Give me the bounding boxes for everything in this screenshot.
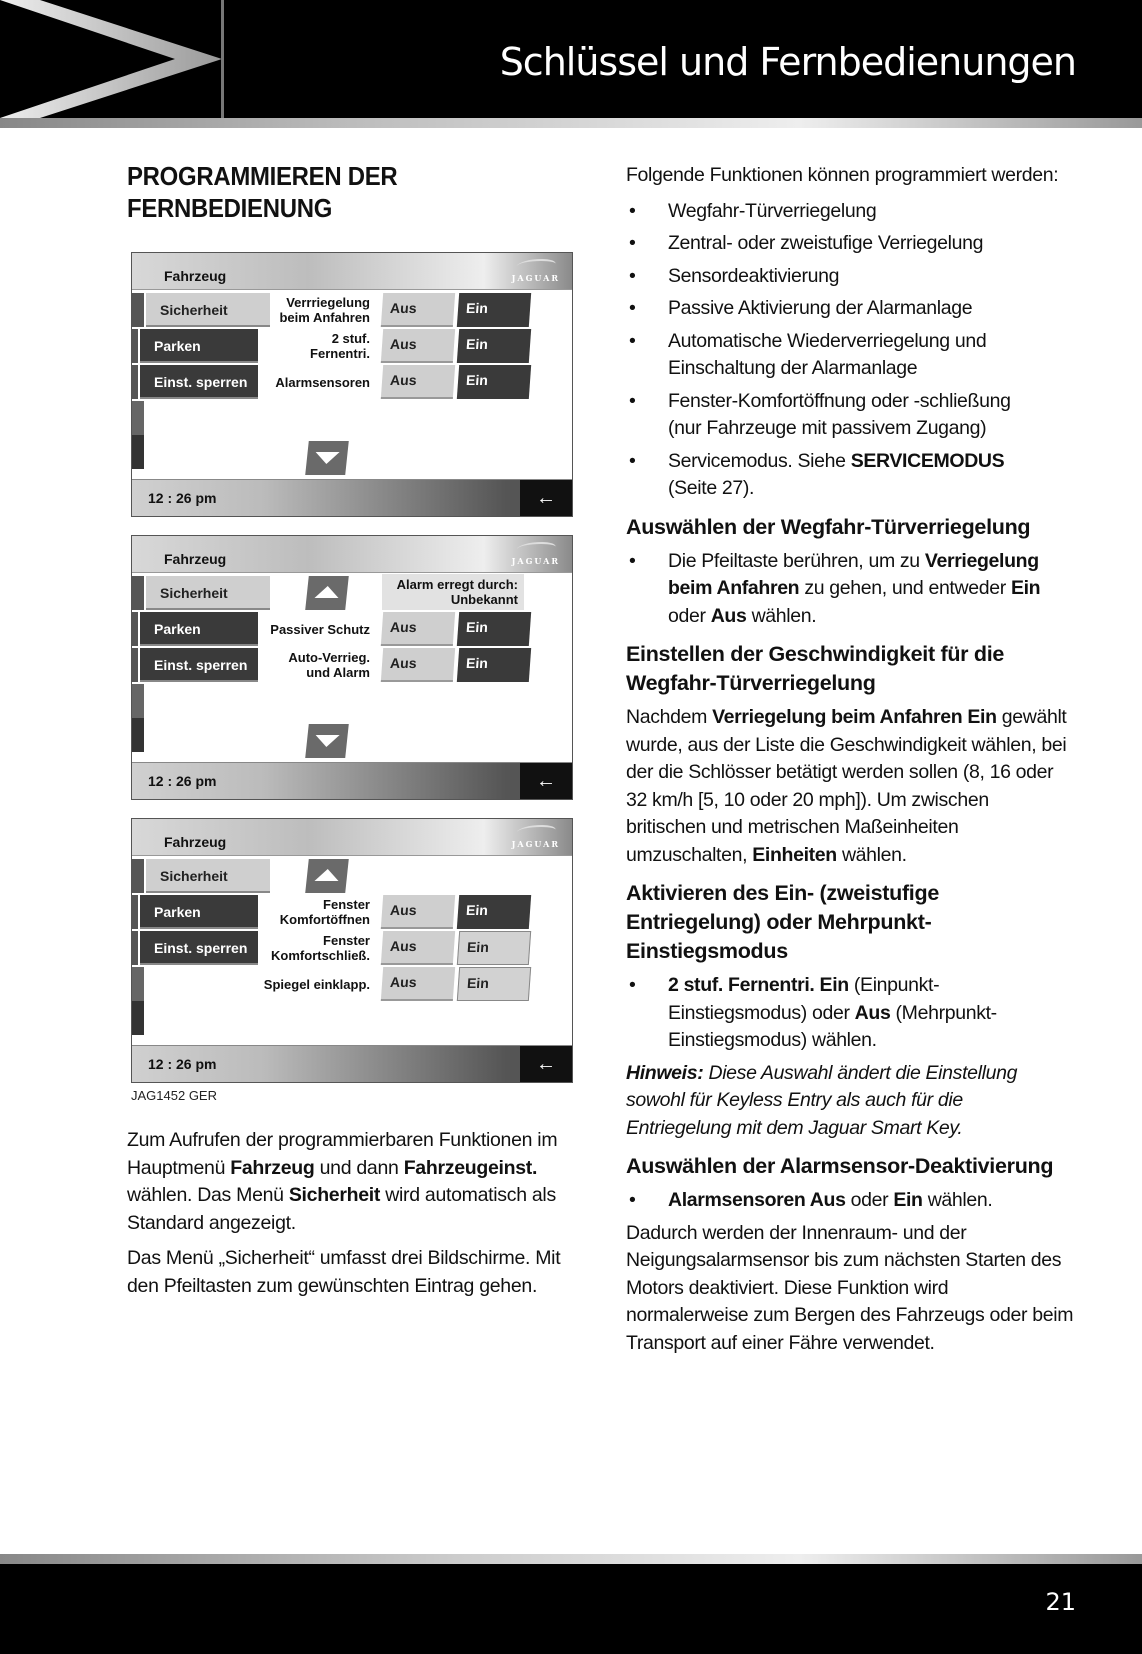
text-segment: Passive Aktivierung der Alarmanlage — [668, 297, 973, 319]
text-segment: wählen. — [836, 843, 907, 866]
bold-text: Ein — [893, 1189, 923, 1211]
bold-text: Verriegelung beim Anfahren — [668, 549, 1039, 599]
scroll-up-button[interactable] — [305, 859, 349, 893]
scroll-up-button[interactable] — [305, 576, 349, 610]
screen-title: Fahrzeug — [164, 268, 227, 284]
header-strip — [0, 118, 1142, 128]
bullet-item — [626, 295, 1086, 323]
bold-text: Sicherheit — [288, 1184, 381, 1206]
setting-label: Spiegel einklapp. — [263, 977, 370, 992]
text-segment: Folgende Funktionen können programmiert werden: — [626, 164, 1059, 186]
bullet-list — [626, 548, 1086, 631]
menu-tab-stub — [132, 684, 144, 718]
aus-button[interactable]: Aus — [381, 895, 455, 929]
setting-label: Auto-Verrieg. und Alarm — [288, 650, 370, 680]
section-heading: PROGRAMMIEREN DER FERNBEDIENUNG — [127, 161, 398, 223]
chevron-decoration-icon — [0, 0, 222, 118]
menu-tab-einst-sperren[interactable]: Einst. sperren — [140, 931, 258, 965]
text-segment: gewählt wurde, aus der Liste die Geschwindigkeit wählen, bei der die Schlösser betätigt werden sollen (8, 16 oder 32 km/h [5, 10 oder 20 mph]). Um zwischen britischen und metrischen Maßeinheiten umzuschalten, — [626, 706, 1067, 866]
footer-strip — [0, 1554, 1142, 1564]
screen-status-bar — [132, 479, 572, 516]
bullet-list — [626, 972, 1086, 1055]
aus-button[interactable]: Aus — [381, 293, 455, 327]
jaguar-logo: JAGUAR — [512, 542, 560, 566]
bullet-list — [626, 198, 1086, 503]
text-segment: Wegfahr-Türverriegelung — [668, 199, 877, 222]
paragraph — [127, 1127, 587, 1237]
text-segment: wählen. Das Menü — [127, 1184, 284, 1206]
scroll-down-button[interactable] — [305, 441, 349, 475]
bold-text: Aus — [710, 604, 747, 627]
menu-tab-edge — [132, 648, 138, 682]
menu-tab-stub — [132, 967, 144, 1001]
screen-status-bar — [132, 1045, 572, 1082]
setting-label: Alarmsensoren — [275, 375, 370, 390]
clock-time: 12 : 26 pm — [148, 1056, 217, 1072]
subheading: Auswählen der Alarmsensor-Deaktivierung — [626, 1154, 1054, 1178]
bold-text: SERVICEMODUS — [850, 449, 1005, 472]
bold-text: Alarmsensoren Aus — [668, 1189, 846, 1211]
screen-title-bar — [132, 253, 572, 290]
clock-time: 12 : 26 pm — [148, 490, 217, 506]
text-segment: Sensordeaktivierung — [668, 264, 840, 287]
bullet-item — [626, 230, 1086, 258]
ein-button[interactable]: Ein — [457, 293, 531, 327]
arrow-down-icon — [314, 452, 339, 464]
menu-tab-edge — [132, 895, 138, 929]
text-segment: Automatische Wiederverriegelung und Einschaltung der Alarmanlage — [668, 329, 987, 379]
text-segment: Servicemodus. Siehe — [668, 449, 851, 472]
screen-title: Fahrzeug — [164, 834, 227, 850]
bullet-list — [626, 1187, 1086, 1215]
paragraph — [626, 704, 1086, 869]
ein-button[interactable]: Ein — [457, 365, 531, 399]
header-divider — [221, 0, 224, 118]
screen-title: Fahrzeug — [164, 551, 227, 567]
bullet-item — [626, 328, 1086, 383]
arrow-down-icon — [314, 735, 339, 747]
menu-tab-sicherheit[interactable]: Sicherheit — [146, 293, 270, 327]
settings-screen — [131, 252, 573, 517]
setting-label: Fenster Komfortöffnen — [279, 897, 370, 927]
scroll-down-button[interactable] — [305, 724, 349, 758]
clock-time: 12 : 26 pm — [148, 773, 217, 789]
text-segment: (Seite 27). — [668, 477, 755, 499]
menu-tab-edge — [132, 859, 144, 893]
right-column — [626, 162, 1086, 1365]
paragraph — [626, 162, 1086, 190]
subheading: Einstellen der Geschwindigkeit für die Wegfahr-Türverriegelung — [626, 642, 1005, 695]
subheading: Aktivieren des Ein- (zweistufige Entriegelung) oder Mehrpunkt- Einstiegsmodus — [626, 881, 939, 963]
jaguar-logo: JAGUAR — [512, 259, 560, 283]
left-column — [127, 160, 577, 224]
bold-text: 2 stuf. Fernentri. Ein — [668, 974, 849, 996]
bold-text: Fahrzeug — [230, 1156, 315, 1179]
menu-tab-sicherheit[interactable]: Sicherheit — [146, 576, 270, 610]
menu-tab-stub — [132, 401, 144, 435]
menu-tab-sicherheit[interactable]: Sicherheit — [146, 859, 270, 893]
menu-tab-parken[interactable]: Parken — [140, 895, 258, 929]
back-button[interactable]: ← — [520, 763, 572, 800]
screen-status-bar — [132, 762, 572, 799]
bold-text: Aus — [854, 1001, 891, 1024]
bullet-item — [626, 972, 1086, 1055]
text-segment: Zum Aufrufen der programmierbaren Funktionen im Hauptmenü — [127, 1129, 558, 1179]
aus-button[interactable]: Aus — [381, 612, 455, 646]
ein-button[interactable]: Ein — [457, 612, 531, 646]
arrow-up-icon — [314, 586, 339, 598]
text-segment: zu gehen, und entweder — [799, 577, 1011, 599]
text-segment: wählen. — [922, 1189, 993, 1211]
jaguar-leaper-icon — [515, 259, 557, 271]
screen-title-bar — [132, 819, 572, 856]
jaguar-logo: JAGUAR — [512, 825, 560, 849]
text-segment: (Mehrpunkt- Einstiegsmodus) wählen. — [668, 1001, 997, 1051]
setting-label: Fenster Komfortschließ. — [271, 933, 370, 963]
bullet-item — [626, 448, 1086, 503]
arrow-up-icon — [314, 869, 339, 881]
ein-button[interactable]: Ein — [457, 329, 531, 363]
subheading: Auswählen der Wegfahr-Türverriegelung — [626, 514, 1031, 539]
setting-label: Passiver Schutz — [270, 622, 370, 637]
aus-button[interactable]: Aus — [381, 931, 455, 965]
ein-button[interactable]: Ein — [457, 648, 531, 682]
menu-tab-edge — [132, 576, 144, 610]
bold-text: Einheiten — [752, 843, 837, 866]
bold-text: Hinweis: — [626, 1061, 704, 1084]
setting-label: 2 stuf. Fernentri. — [310, 331, 370, 361]
text-segment: Die Pfeiltaste berühren, um zu — [668, 549, 925, 572]
text-segment: Diese Auswahl ändert die Einstellung sowohl für Keyless Entry als auch für die Entriegelung mit dem Jaguar Smart Key. — [626, 1061, 1018, 1139]
ein-button[interactable]: Ein — [457, 895, 531, 929]
jaguar-leaper-icon — [515, 542, 557, 554]
text-segment: wählen. — [746, 604, 817, 627]
text-segment: und dann — [314, 1156, 404, 1179]
aus-button[interactable]: Aus — [381, 967, 455, 1001]
chapter-title: Schlüssel und Fernbedienungen — [499, 40, 1076, 84]
menu-tab-stub — [132, 435, 144, 469]
menu-tab-stub — [132, 1001, 144, 1035]
text-segment: Fenster-Komfortöffnung oder -schließung (nur Fahrzeuge mit passivem Zugang) — [668, 389, 1011, 439]
menu-tab-edge — [132, 612, 138, 646]
left-body-text — [127, 1127, 587, 1308]
settings-screen — [131, 818, 573, 1083]
menu-tab-edge — [132, 365, 138, 399]
jaguar-leaper-icon — [515, 825, 557, 837]
bullet-item — [626, 548, 1086, 631]
back-button[interactable]: ← — [520, 1046, 572, 1083]
bullet-item — [626, 198, 1086, 226]
menu-tab-parken[interactable]: Parken — [140, 329, 258, 363]
text-segment: Dadurch werden der Innenraum- und der Neigungsalarmsensor bis zum nächsten Starten des Motors deaktiviert. Diese Funktion wird normalerweise zum Bergen des Fahrzeugs oder beim Transport auf einer Fähre verwendet. — [626, 1221, 1074, 1354]
screen-title-bar — [132, 536, 572, 573]
paragraph — [127, 1245, 587, 1300]
page-header — [0, 0, 1142, 118]
menu-tab-edge — [132, 329, 138, 363]
text-segment: Zentral- oder zweistufige Verriegelung — [668, 232, 984, 254]
alarm-info-box: Alarm erregt durch: Unbekannt — [382, 574, 524, 610]
paragraph — [626, 1060, 1086, 1143]
ein-button[interactable]: Ein — [457, 931, 531, 965]
back-button[interactable]: ← — [520, 480, 572, 517]
text-segment: wird automatisch als Standard angezeigt. — [127, 1184, 556, 1234]
text-segment: oder — [845, 1189, 894, 1211]
aus-button[interactable]: Aus — [381, 365, 455, 399]
paragraph — [626, 1220, 1086, 1358]
menu-tab-stub — [132, 718, 144, 752]
menu-tab-edge — [132, 293, 144, 327]
aus-button[interactable]: Aus — [381, 329, 455, 363]
bullet-item — [626, 263, 1086, 291]
ein-button[interactable]: Ein — [457, 967, 531, 1001]
aus-button[interactable]: Aus — [381, 648, 455, 682]
text-segment: Das Menü „Sicherheit“ umfasst drei Bildschirme. Mit den Pfeiltasten zum gewünschten Eintrag gehen. — [127, 1247, 561, 1297]
bold-text: Fahrzeugeinst. — [403, 1156, 538, 1179]
menu-tab-einst-sperren[interactable]: Einst. sperren — [140, 648, 258, 682]
bullet-item — [626, 388, 1086, 443]
text-segment: oder — [668, 604, 706, 627]
bold-text: Ein — [1010, 577, 1041, 599]
text-segment: (Einpunkt- Einstiegsmodus) oder — [668, 974, 940, 1024]
page-number: 21 — [1045, 1588, 1076, 1616]
text-segment: Nachdem — [626, 706, 713, 728]
figure-caption: JAG1452 GER — [131, 1088, 217, 1103]
menu-tab-einst-sperren[interactable]: Einst. sperren — [140, 365, 258, 399]
settings-screen — [131, 535, 573, 800]
menu-tab-edge — [132, 931, 138, 965]
setting-label: Verrriegelung beim Anfahren — [279, 295, 370, 325]
page-footer — [0, 1564, 1142, 1654]
bullet-item — [626, 1187, 1086, 1215]
menu-tab-parken[interactable]: Parken — [140, 612, 258, 646]
bold-text: Verriegelung beim Anfahren Ein — [712, 706, 997, 728]
